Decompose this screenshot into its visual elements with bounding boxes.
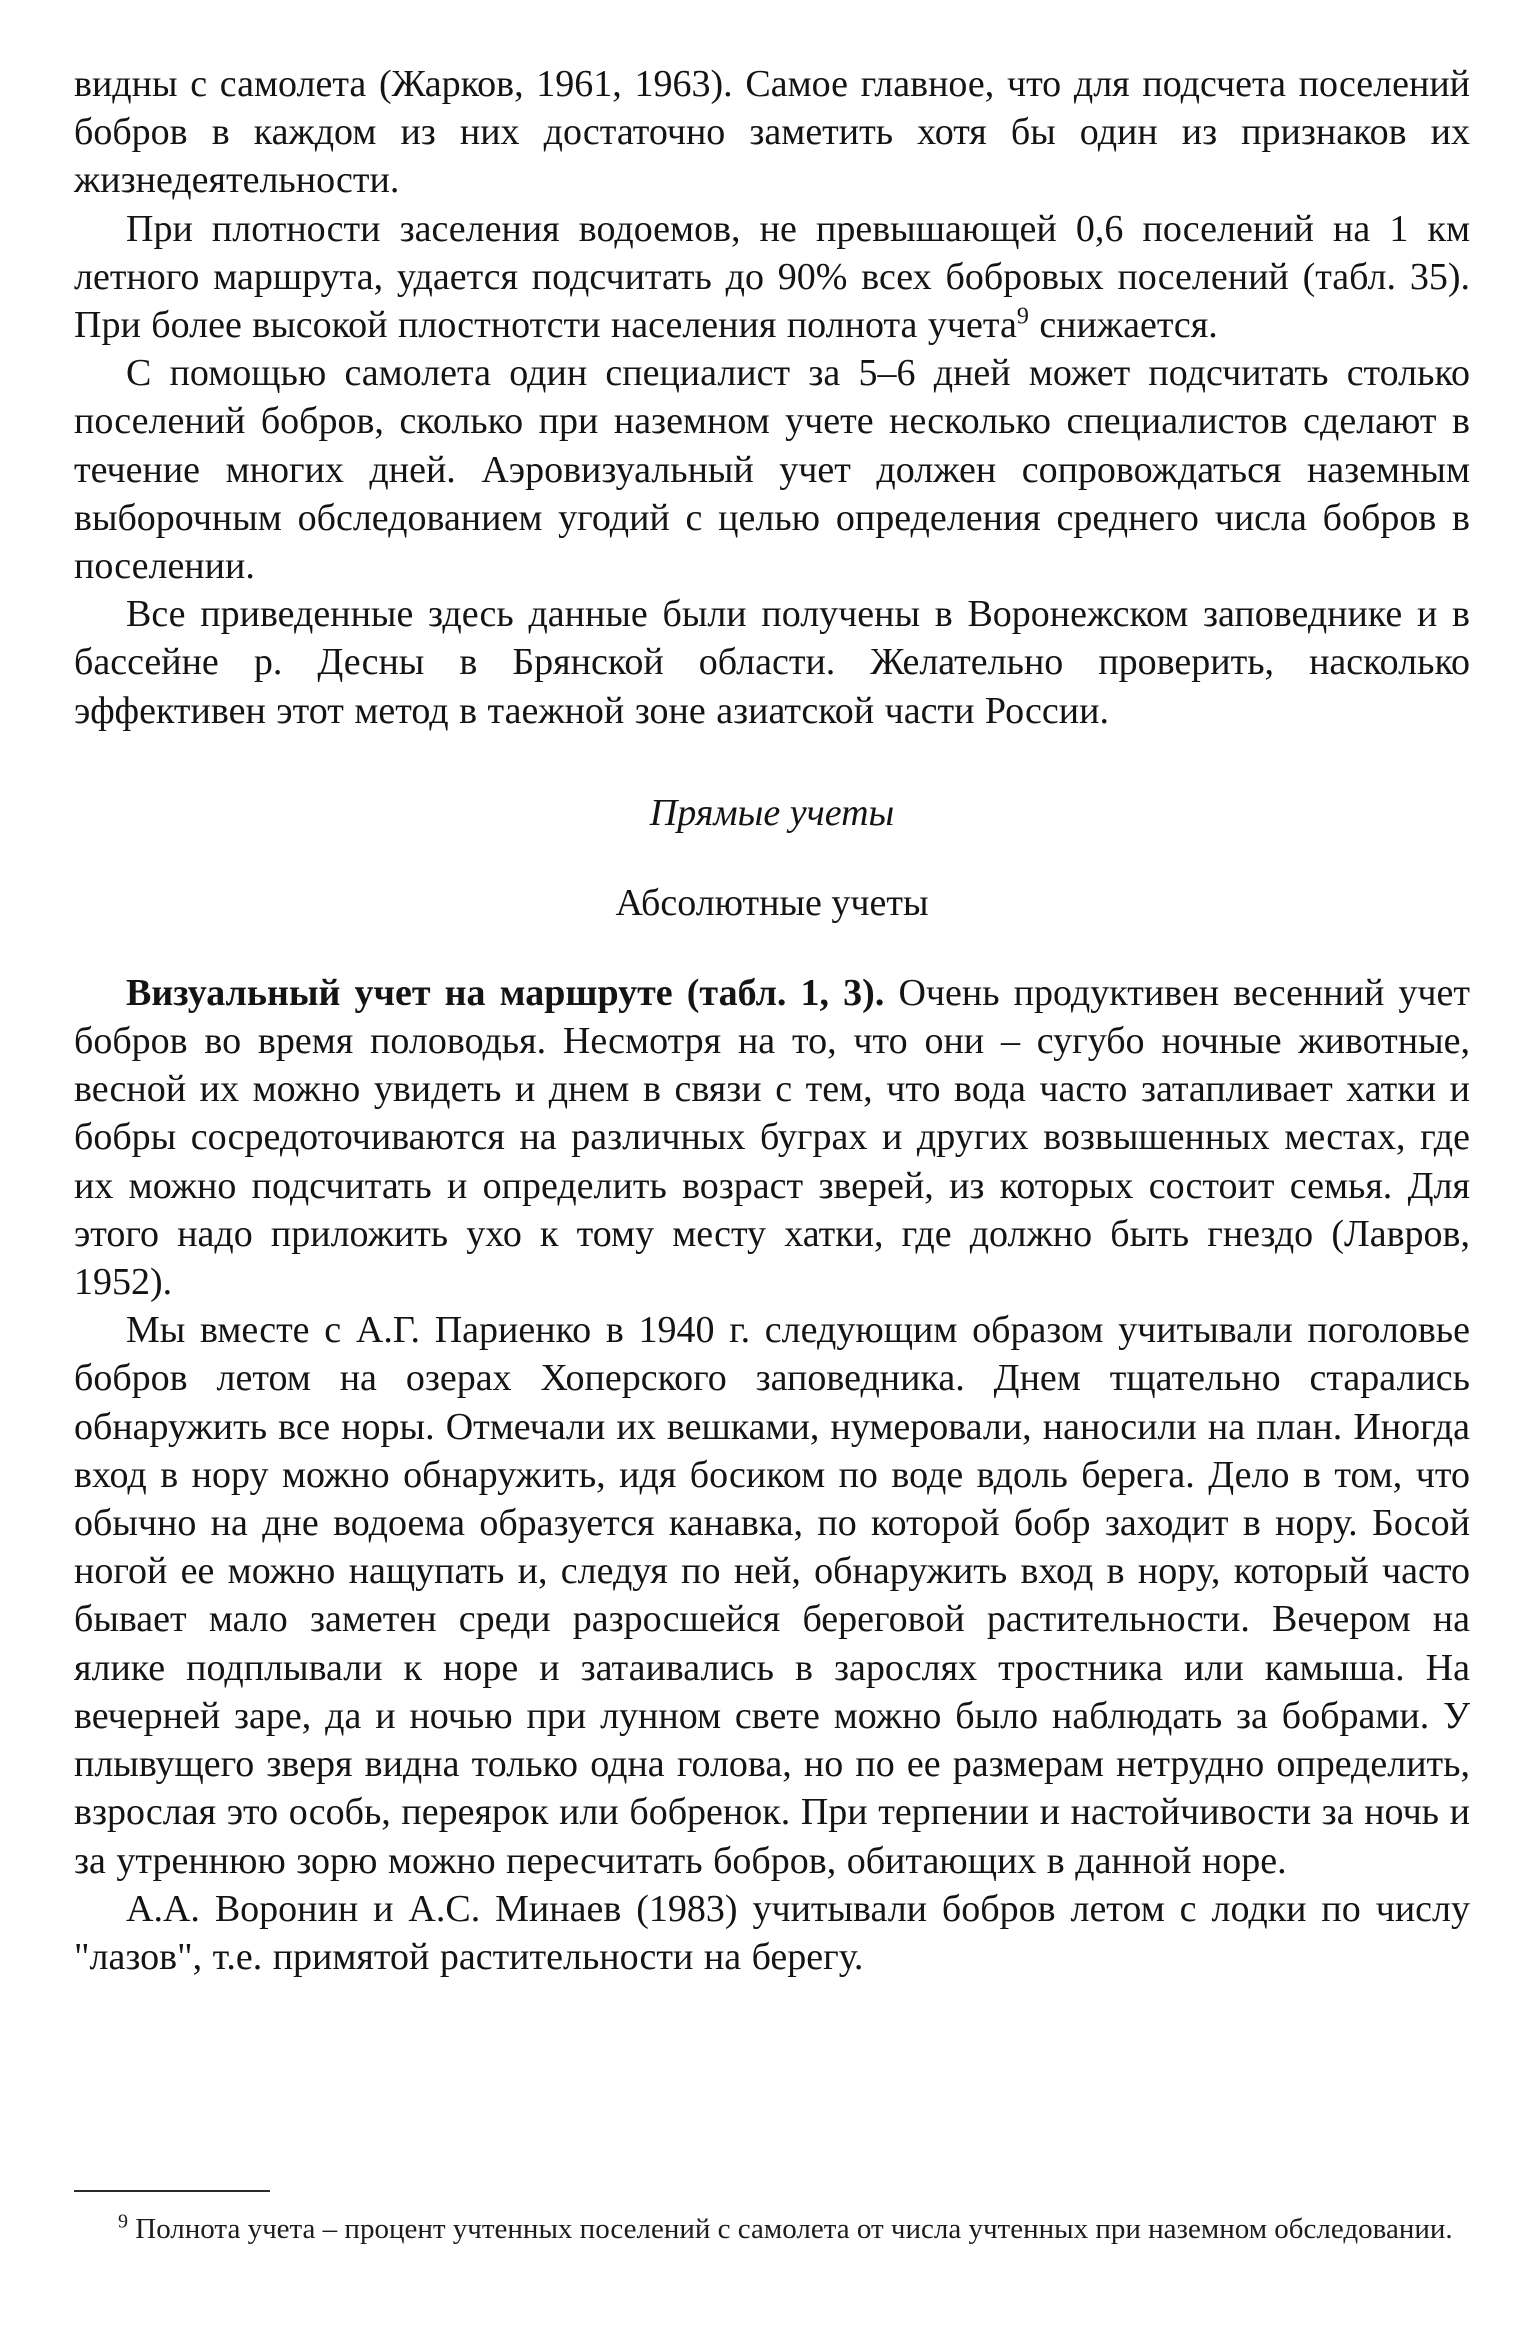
page-body	[74, 60, 1470, 1981]
footnote-number: 9	[118, 2210, 128, 2233]
subsection-heading: Абсолютные учеты	[615, 881, 929, 924]
section-heading: Прямые учеты	[649, 791, 895, 834]
paragraph-visual-count-text: Очень продуктивен весенний учет бобров во время половодья. Несмотря на то, что они – сугубо ночные животные, весной их можно увидеть и днем в связи с тем, что вода часто затапливает хатки и бобры сосредоточиваются на различных буграх и других возвышенных местах, где их можно подсчитать и определить возраст зверей, из которых состоит семья. Для этого надо приложить ухо к тому месту хатки, где должно быть гнездо (Лавров, 1952).	[74, 971, 1470, 1304]
paragraph-density	[74, 205, 1470, 350]
paragraph-voronin: А.А. Воронин и А.С. Минаев (1983) учитывали бобров летом с лодки по числу "лазов", т.е. примятой растительности на берегу.	[74, 1887, 1470, 1978]
paragraph-data-source: Все приведенные здесь данные были получены в Воронежском заповеднике и в бассейне р. Десны в Брянской области. Желательно проверить, насколько эффективен этот метод в таежной зоне азиатской части России.	[74, 593, 1470, 732]
footnote-reference[interactable]: 9	[1016, 303, 1029, 330]
footnote-separator	[74, 2190, 270, 2192]
footnote	[74, 2210, 1470, 2248]
paragraph-density-tail: снижается.	[1028, 304, 1218, 347]
paragraph-density-text: При плотности заселения водоемов, не превышающей 0,6 поселений на 1 км летного маршрута, удается подсчитать до 90% всех бобровых поселений (табл. 35). При более высокой плостнотсти населения полнота учета	[74, 207, 1470, 347]
run-in-heading: Визуальный учет на маршруте (табл. 1, 3).	[126, 971, 885, 1014]
paragraph-continuation: видны с самолета (Жарков, 1961, 1963). Самое главное, что для подсчета поселений бобров в каждом из них достаточно заметить хотя бы один из признаков их жизнедеятельности.	[74, 63, 1470, 202]
paragraph-aircraft: С помощью самолета один специалист за 5–6 дней может подсчитать столько поселений бобров, сколько при наземном учете несколько специалистов сделают в течение многих дней. Аэровизуальный учет должен сопровождаться наземным выборочным обследованием угодий с целью определения среднего числа бобров в поселении.	[74, 352, 1470, 588]
footnote-text: Полнота учета – процент учтенных поселений с самолета от числа учтенных при наземном обследовании.	[128, 2213, 1453, 2245]
paragraph-visual-count	[74, 969, 1470, 1306]
paragraph-burrows: Мы вместе с А.Г. Париенко в 1940 г. следующим образом учитывали поголовье бобров летом на озерах Хоперского заповедника. Днем тщательно старались обнаружить все норы. Отмечали их вешками, нумеровали, наносили на план. Иногда вход в нору можно обнаружить, идя босиком по воде вдоль берега. Дело в том, что обычно на дне водоема образуется канавка, по которой бобр заходит в нору. Босой ногой ее можно нащупать и, следуя по ней, обнаружить вход в нору, который часто бывает мало заметен среди разросшейся береговой растительности. Вечером на ялике подплывали к норе и затаивались в зарослях тростника или камыша. На вечерней заре, да и ночью при лунном свете можно было наблюдать за бобрами. У плывущего зверя видна только одна голова, но по ее размерам нетрудно определить, взрослая это особь, переярок или бобренок. При терпении и настойчивости за ночь и за утреннюю зорю можно пересчитать бобров, обитающих в данной норе.	[74, 1309, 1470, 1882]
